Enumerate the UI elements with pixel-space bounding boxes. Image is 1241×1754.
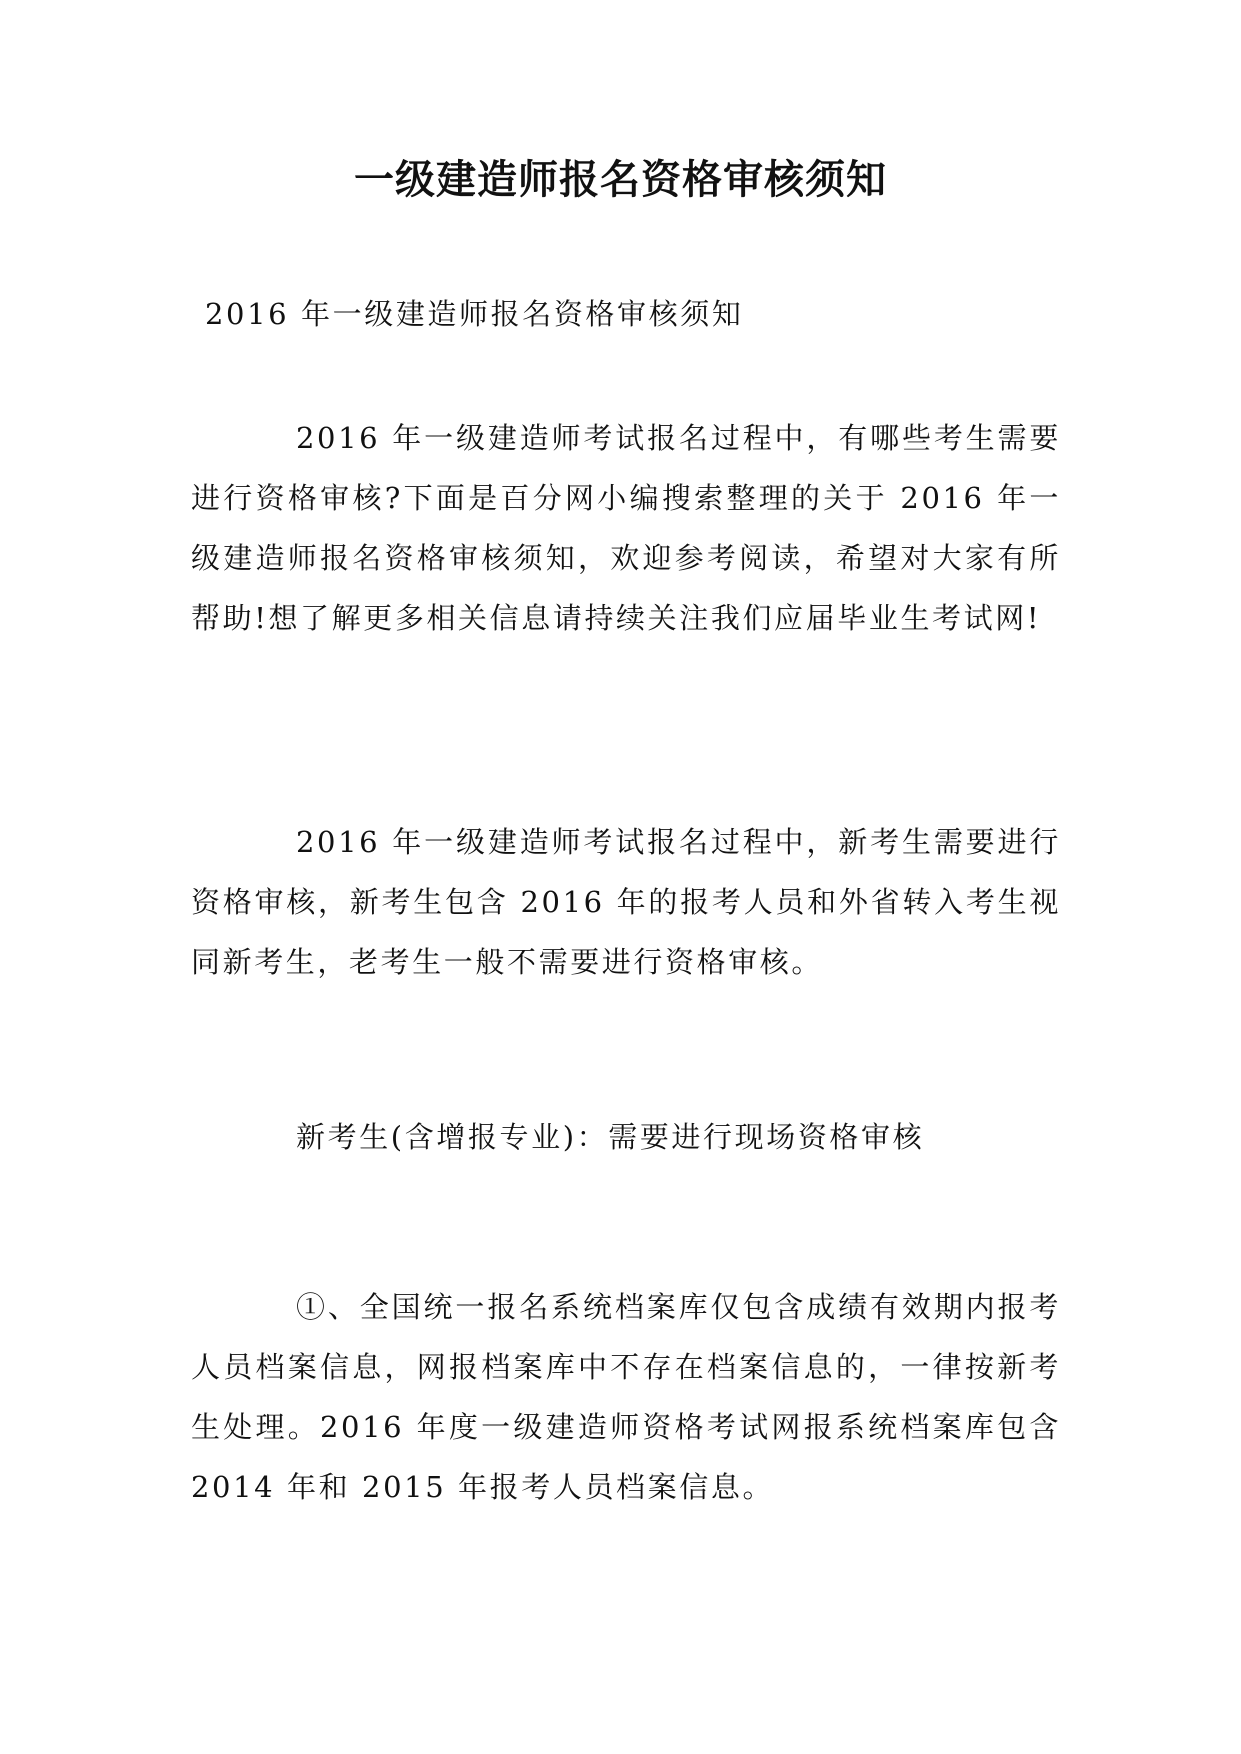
paragraph-intro: 2016 年一级建造师考试报名过程中，有哪些考生需要进行资格审核?下面是百分网小编搜索整理的关于 2016 年一级建造师报名资格审核须知，欢迎参考阅读，希望对大家有所帮助!想了解更多相关信息请持续关注我们应届毕业生考试网!: [191, 421, 1061, 635]
paragraph-onsite-review: 新考生(含增报专业)：需要进行现场资格审核: [296, 1120, 925, 1154]
paragraph-archive-info: ①、全国统一报名系统档案库仅包含成绩有效期内报考人员档案信息，网报档案库中不存在档案信息的，一律按新考生处理。2016 年度一级建造师资格考试网报系统档案库包含 2014 年和 2015 年报考人员档案信息。: [191, 1290, 1061, 1504]
paragraph-new-candidates: 2016 年一级建造师考试报名过程中，新考生需要进行资格审核，新考生包含 2016 年的报考人员和外省转入考生视同新考生，老考生一般不需要进行资格审核。: [191, 825, 1061, 979]
document-subtitle: 2016 年一级建造师报名资格审核须知: [205, 297, 744, 331]
document-title: 一级建造师报名资格审核须知: [354, 157, 887, 203]
